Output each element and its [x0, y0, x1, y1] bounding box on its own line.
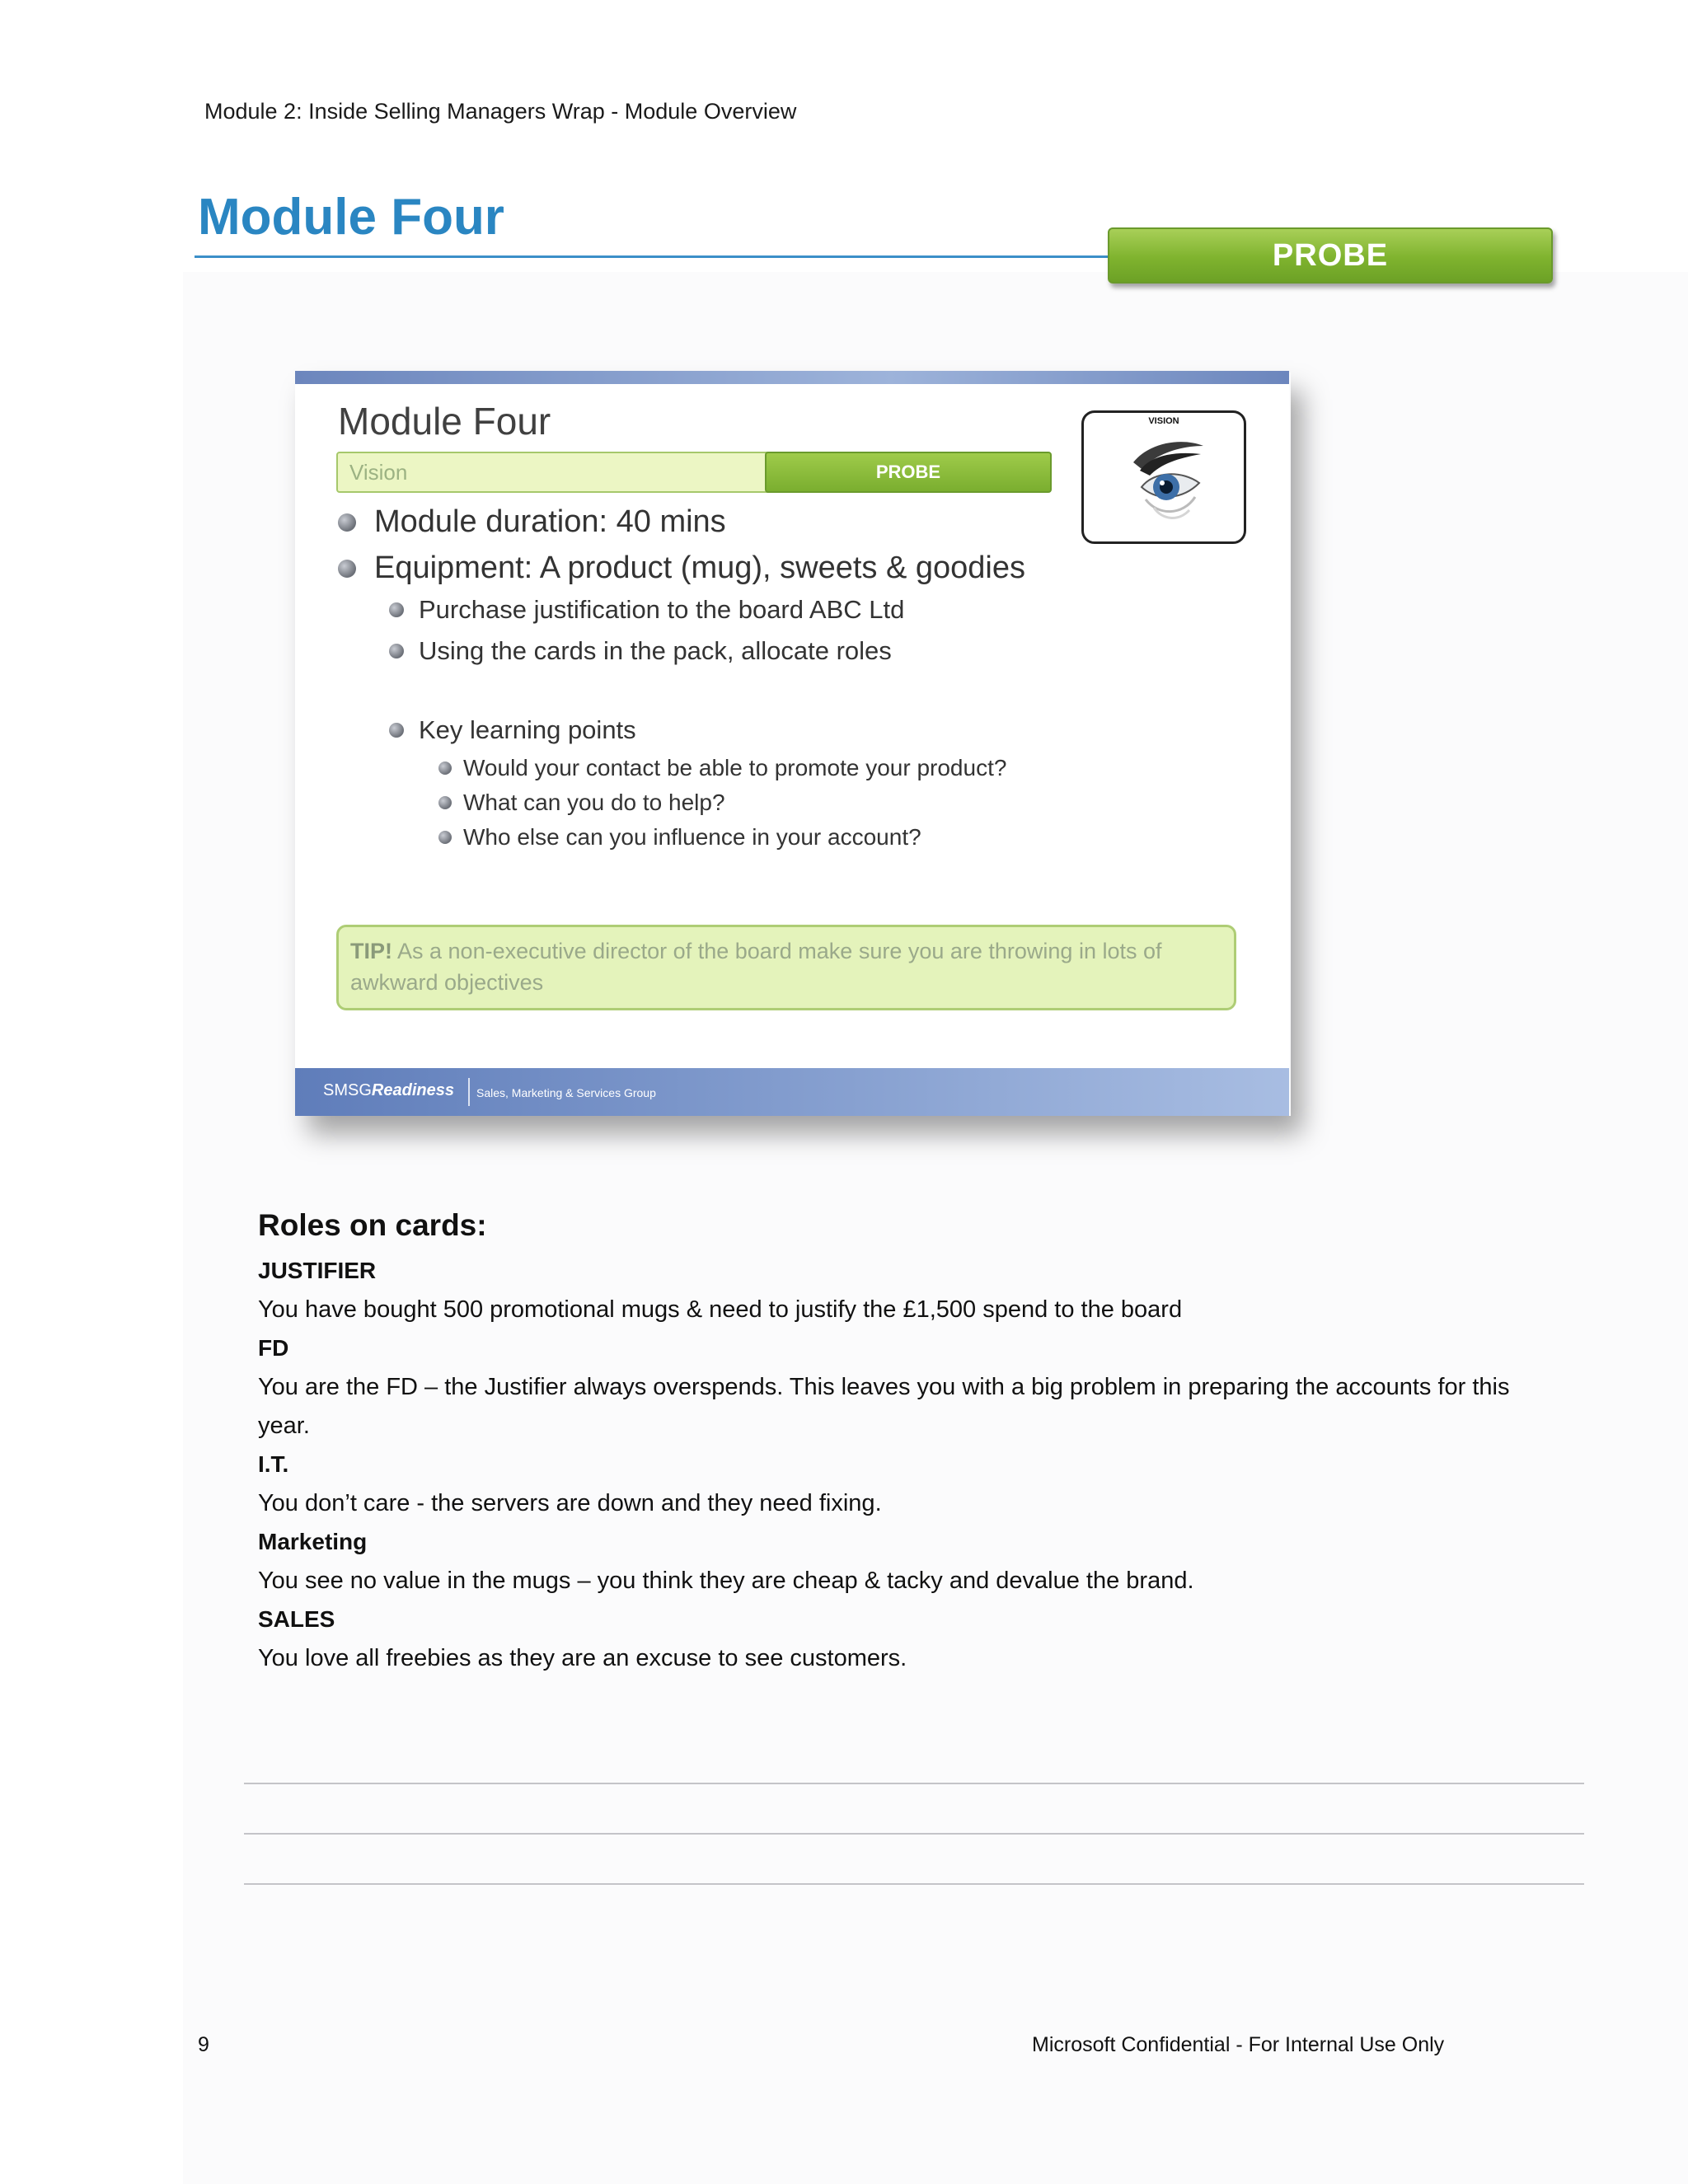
page-title: Module Four — [198, 189, 504, 246]
slide-subbullet-purchase — [389, 595, 904, 625]
role-it-name: I.T. — [258, 1451, 289, 1477]
slide-subbullet-cards — [389, 636, 892, 666]
role-fd-desc: You are the FD – the Justifier always overspends. This leaves you with a big problem in preparing the accounts for this year. — [258, 1374, 1510, 1439]
slide-bullet-text: Module duration: 40 mins — [374, 504, 726, 539]
slide-bullet-text: Using the cards in the pack, allocate roles — [419, 636, 892, 665]
bullet-dot — [338, 560, 356, 578]
eye-icon — [1125, 438, 1207, 528]
slide-bullet-text: Key learning points — [419, 715, 636, 744]
brand-bold: Readiness — [371, 1081, 454, 1099]
slide-bullet-text: Would your contact be able to promote your product? — [463, 755, 1007, 780]
slide-bullet-text: Who else can you influence in your account? — [463, 824, 921, 850]
footer-divider — [468, 1078, 470, 1106]
bullet-dot — [389, 602, 404, 617]
slide-footer-group: Sales, Marketing & Services Group — [476, 1086, 656, 1099]
page-number: 9 — [198, 2033, 209, 2056]
slide-bullet-text: Equipment: A product (mug), sweets & goodies — [374, 551, 1025, 585]
slide-point-influence — [438, 824, 921, 851]
probe-badge: PROBE — [1108, 227, 1553, 284]
bullet-dot — [389, 723, 404, 738]
slide-vision-bar — [336, 452, 1050, 493]
note-line — [244, 1833, 1584, 1835]
bullet-dot — [438, 831, 452, 844]
bullet-dot — [438, 796, 452, 809]
tip-text: As a non-executive director of the board make sure you are throwing in lots of awkward objectives — [350, 939, 1162, 995]
slide-bullet-text: What can you do to help? — [463, 790, 725, 815]
slide-point-help — [438, 790, 725, 816]
slide-point-promote — [438, 755, 1006, 781]
title-underline — [195, 255, 1109, 258]
bullet-dot — [438, 762, 452, 775]
tip-label: TIP! — [350, 939, 392, 963]
bullet-dot — [338, 513, 356, 532]
running-header: Module 2: Inside Selling Managers Wrap - Module Overview — [204, 99, 797, 124]
slide-bullet-duration — [338, 504, 726, 540]
slide-probe-label: PROBE — [765, 452, 1052, 493]
slide-title: Module Four — [338, 400, 551, 443]
roles-heading: Roles on cards: — [258, 1208, 487, 1242]
role-justifier-name: JUSTIFIER — [258, 1258, 377, 1283]
vision-caption: VISION — [1148, 416, 1179, 426]
role-sales-desc: You love all freebies as they are an excuse to see customers. — [258, 1645, 907, 1671]
slide-bullet-equipment — [338, 551, 1025, 586]
slide-footer-brand — [323, 1081, 454, 1100]
slide-image — [295, 371, 1289, 1116]
slide-vision-label: Vision — [349, 460, 408, 485]
role-marketing-name: Marketing — [258, 1529, 368, 1554]
role-it-desc: You don’t care - the servers are down and they need fixing. — [258, 1490, 882, 1516]
confidentiality-notice: Microsoft Confidential - For Internal Use Only — [1032, 2033, 1445, 2056]
bullet-dot — [389, 644, 404, 658]
slide-tip-box — [336, 925, 1236, 1010]
slide-footer — [295, 1068, 1289, 1116]
slide-bullet-text: Purchase justification to the board ABC Ltd — [419, 595, 905, 624]
role-marketing-desc: You see no value in the mugs – you think they are cheap & tacky and devalue the brand. — [258, 1568, 1194, 1594]
role-sales-name: SALES — [258, 1606, 335, 1632]
slide-top-bar — [295, 371, 1289, 384]
note-line — [244, 1783, 1584, 1784]
note-line — [244, 1883, 1584, 1885]
role-justifier-desc: You have bought 500 promotional mugs & need to justify the £1,500 spend to the board — [258, 1296, 1183, 1323]
role-fd-name: FD — [258, 1335, 289, 1361]
vision-image-box — [1081, 410, 1246, 544]
brand-prefix: SMSG — [323, 1081, 372, 1099]
slide-subbullet-key-points — [389, 715, 636, 745]
